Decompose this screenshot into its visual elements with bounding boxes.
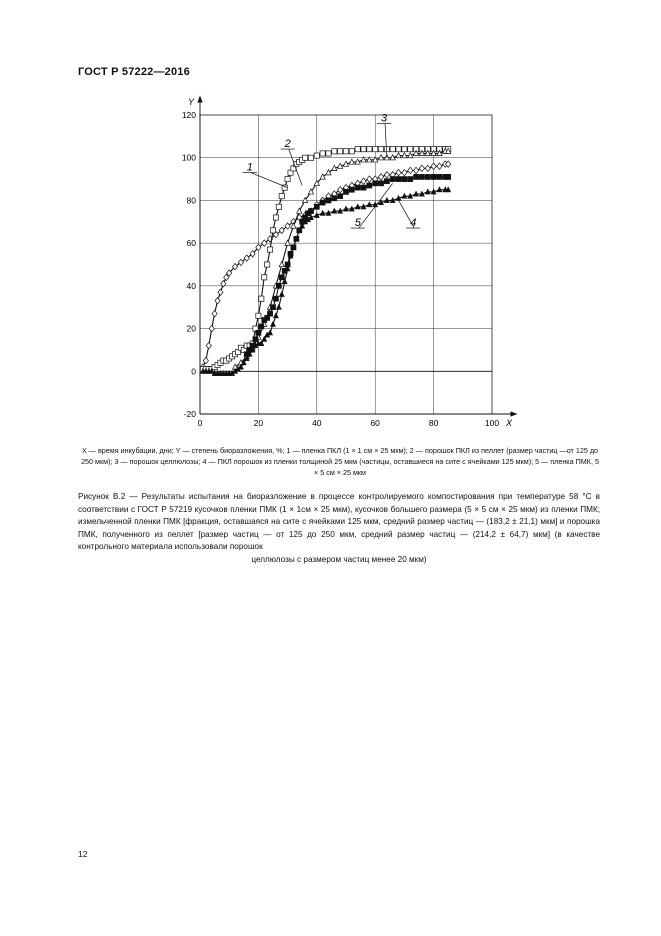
x-tick-label: 20 bbox=[253, 418, 264, 428]
data-point-square-open bbox=[408, 147, 413, 152]
data-point-triangle-filled bbox=[273, 313, 278, 318]
data-point-diamond bbox=[437, 163, 442, 169]
data-point-triangle-open bbox=[285, 240, 290, 245]
data-point-square-open bbox=[320, 151, 325, 156]
data-point-square-filled bbox=[390, 176, 395, 181]
data-point-diamond bbox=[238, 259, 243, 265]
data-point-square-filled bbox=[308, 209, 313, 214]
data-point-triangle-open bbox=[326, 170, 331, 175]
data-point-square-open bbox=[279, 194, 284, 199]
series-line-5 bbox=[247, 177, 449, 354]
data-point-square-open bbox=[256, 313, 261, 318]
data-point-square-open bbox=[267, 247, 272, 252]
data-point-diamond bbox=[215, 298, 220, 304]
data-point-diamond bbox=[361, 178, 366, 184]
data-point-diamond bbox=[367, 176, 372, 182]
data-point-square-open bbox=[384, 147, 389, 152]
data-point-diamond bbox=[206, 342, 211, 348]
chart-grid bbox=[200, 115, 492, 414]
data-point-triangle-open bbox=[291, 223, 296, 228]
data-point-square-filled bbox=[294, 236, 299, 241]
data-point-square-open bbox=[402, 147, 407, 152]
data-point-triangle-filled bbox=[270, 321, 275, 326]
data-point-square-filled bbox=[270, 305, 275, 310]
data-point-square-filled bbox=[396, 176, 401, 181]
figure-caption bbox=[78, 491, 600, 566]
annotation-label-4: 4 bbox=[410, 217, 417, 230]
data-point-triangle-open bbox=[279, 262, 284, 267]
data-point-square-filled bbox=[253, 337, 258, 342]
data-point-diamond bbox=[203, 357, 208, 363]
data-point-square-filled bbox=[431, 174, 436, 179]
data-point-square-open bbox=[276, 204, 281, 209]
data-point-diamond bbox=[209, 325, 214, 331]
data-point-square-open bbox=[338, 149, 343, 154]
data-point-square-filled bbox=[320, 200, 325, 205]
data-point-square-filled bbox=[326, 198, 331, 203]
data-point-square-open bbox=[396, 147, 401, 152]
data-point-square-filled bbox=[361, 185, 366, 190]
data-point-square-open bbox=[367, 147, 372, 152]
data-point-square-open bbox=[273, 215, 278, 220]
caption-last-line: целлюлозы с размером частиц менее 20 мкм) bbox=[251, 554, 427, 564]
data-point-square-open bbox=[373, 147, 378, 152]
data-point-square-filled bbox=[378, 181, 383, 186]
data-point-square-open bbox=[355, 147, 360, 152]
data-point-square-open bbox=[285, 176, 290, 181]
series-4 bbox=[200, 187, 450, 376]
data-point-diamond bbox=[402, 169, 407, 175]
data-point-square-open bbox=[314, 153, 319, 158]
annotation-leader-1 bbox=[251, 173, 288, 188]
annotation-label-2: 2 bbox=[284, 138, 291, 151]
data-point-square-filled bbox=[267, 311, 272, 316]
x-tick-label: 60 bbox=[370, 418, 380, 428]
caption-main: Рисунок В.2 — Результаты испытания на биоразложение в процессе контролируемого компостирования при температуре 58 °С в соответствии с ГОСТ Р 57219 кусочков пленки ПМК (1 × 1см × 25 мкм), кусочков большего размера (5 × 5 см × 25 мкм) из пленки ПМК; измельченной пленки ПМК [фракция, оставшаяся на сите с ячейками 125 мкм, средний размер частиц — (183,2 ± 21,1) мкм] и порошка ПМК, полученного из пеллет [размер частиц — от 125 до 250 мкм, средний размер частиц — (214,2 ± 64,7) мкм] (в качестве контрольного материала использовали порошок bbox=[78, 492, 600, 551]
data-point-diamond bbox=[285, 223, 290, 229]
x-tick-label: 40 bbox=[312, 418, 322, 428]
data-point-diamond bbox=[419, 165, 424, 171]
data-point-square-filled bbox=[288, 251, 293, 256]
series-2 bbox=[200, 147, 450, 372]
data-point-triangle-filled bbox=[279, 291, 284, 296]
x-axis-label: X bbox=[506, 418, 513, 428]
page-number: 12 bbox=[78, 849, 88, 859]
series-line-1 bbox=[203, 161, 448, 367]
data-point-triangle-filled bbox=[276, 304, 281, 309]
plot-frame bbox=[200, 115, 492, 414]
data-point-square-filled bbox=[349, 187, 354, 192]
data-point-square-filled bbox=[314, 204, 319, 209]
y-tick-label: 100 bbox=[181, 152, 196, 163]
data-point-square-open bbox=[361, 147, 366, 152]
data-point-square-filled bbox=[446, 174, 451, 179]
x-tick-label: 0 bbox=[197, 418, 203, 428]
document-header: ГОСТ Р 57222—2016 bbox=[78, 66, 190, 78]
y-tick-label: 40 bbox=[186, 280, 196, 291]
annotation-label-5: 5 bbox=[354, 217, 361, 230]
series-1 bbox=[200, 161, 450, 370]
data-point-square-open bbox=[303, 155, 308, 160]
data-point-square-open bbox=[265, 262, 270, 267]
data-point-diamond bbox=[212, 310, 217, 316]
x-tick-label: 80 bbox=[428, 418, 439, 428]
data-point-square-filled bbox=[437, 174, 442, 179]
data-point-diamond bbox=[413, 167, 418, 173]
biodegradation-chart bbox=[0, 0, 661, 440]
data-point-triangle-open bbox=[320, 174, 325, 179]
y-tick-label: 20 bbox=[186, 323, 196, 334]
data-point-square-filled bbox=[425, 174, 430, 179]
annotation-leader-3 bbox=[385, 123, 387, 157]
data-point-square-filled bbox=[419, 174, 424, 179]
data-point-diamond bbox=[378, 174, 383, 180]
data-point-square-filled bbox=[279, 275, 284, 280]
data-point-diamond bbox=[279, 227, 284, 233]
data-point-square-filled bbox=[285, 262, 290, 267]
data-point-square-open bbox=[308, 155, 313, 160]
chart-axes bbox=[182, 97, 514, 428]
data-point-square-filled bbox=[291, 245, 296, 250]
data-point-square-filled bbox=[408, 176, 413, 181]
data-point-square-filled bbox=[402, 176, 407, 181]
data-point-triangle-filled bbox=[267, 330, 272, 335]
y-tick-label: 60 bbox=[186, 238, 196, 249]
data-point-diamond bbox=[384, 172, 389, 178]
series-line-2 bbox=[203, 149, 448, 369]
data-point-square-open bbox=[390, 147, 395, 152]
data-point-square-filled bbox=[373, 181, 378, 186]
figure-legend: X — время инкубации, дни; Y — степень биоразложения, %; 1 — пленка ПКЛ (1 × 1 см × 25 мкм); 2 — порошок ПКЛ из пеллет (размер частиц —от 125 до 250 мкм); 3 — порошок целлюлозы; 4 — ПКЛ порошок из пленки толщиной 25 мкм (частицы, оставшиеся на сите с ячейками 125 мкм); 5 — пленка ПМК, 5 × 5 см × 25 мкм bbox=[81, 446, 599, 477]
data-point-square-filled bbox=[250, 343, 255, 348]
annotation-label-1: 1 bbox=[246, 161, 253, 174]
data-point-square-filled bbox=[413, 174, 418, 179]
data-point-square-filled bbox=[343, 189, 348, 194]
y-tick-label: -20 bbox=[183, 409, 196, 419]
data-point-square-filled bbox=[259, 324, 264, 329]
data-point-diamond bbox=[408, 167, 413, 173]
data-point-square-filled bbox=[297, 228, 302, 233]
data-point-diamond bbox=[218, 289, 223, 295]
data-point-square-filled bbox=[332, 196, 337, 201]
data-point-square-filled bbox=[355, 185, 360, 190]
data-point-square-open bbox=[349, 149, 354, 154]
annotation-label-3: 3 bbox=[381, 112, 388, 125]
data-point-square-open bbox=[326, 151, 331, 156]
y-tick-label: 120 bbox=[181, 110, 196, 120]
data-point-square-filled bbox=[367, 183, 372, 188]
data-point-square-filled bbox=[338, 194, 343, 199]
data-point-square-open bbox=[262, 275, 267, 280]
y-axis-label: Y bbox=[188, 97, 195, 107]
data-point-square-filled bbox=[282, 268, 287, 273]
data-point-diamond bbox=[244, 255, 249, 261]
data-point-square-filled bbox=[256, 330, 261, 335]
data-point-square-open bbox=[378, 147, 383, 152]
data-point-square-open bbox=[343, 149, 348, 154]
chart-series bbox=[200, 147, 450, 376]
data-point-square-filled bbox=[273, 296, 278, 301]
data-point-square-filled bbox=[384, 179, 389, 184]
y-tick-label: 0 bbox=[191, 366, 196, 377]
data-point-square-open bbox=[332, 149, 337, 154]
data-point-diamond bbox=[396, 169, 401, 175]
data-point-square-filled bbox=[276, 283, 281, 288]
x-tick-label: 100 bbox=[484, 418, 500, 428]
data-point-diamond bbox=[262, 240, 267, 246]
data-point-diamond bbox=[338, 187, 343, 193]
series-5 bbox=[244, 174, 451, 356]
data-point-square-open bbox=[259, 296, 264, 301]
y-tick-label: 80 bbox=[186, 195, 196, 206]
data-point-diamond bbox=[425, 165, 430, 171]
data-point-square-open bbox=[270, 228, 275, 233]
data-point-diamond bbox=[431, 163, 436, 169]
